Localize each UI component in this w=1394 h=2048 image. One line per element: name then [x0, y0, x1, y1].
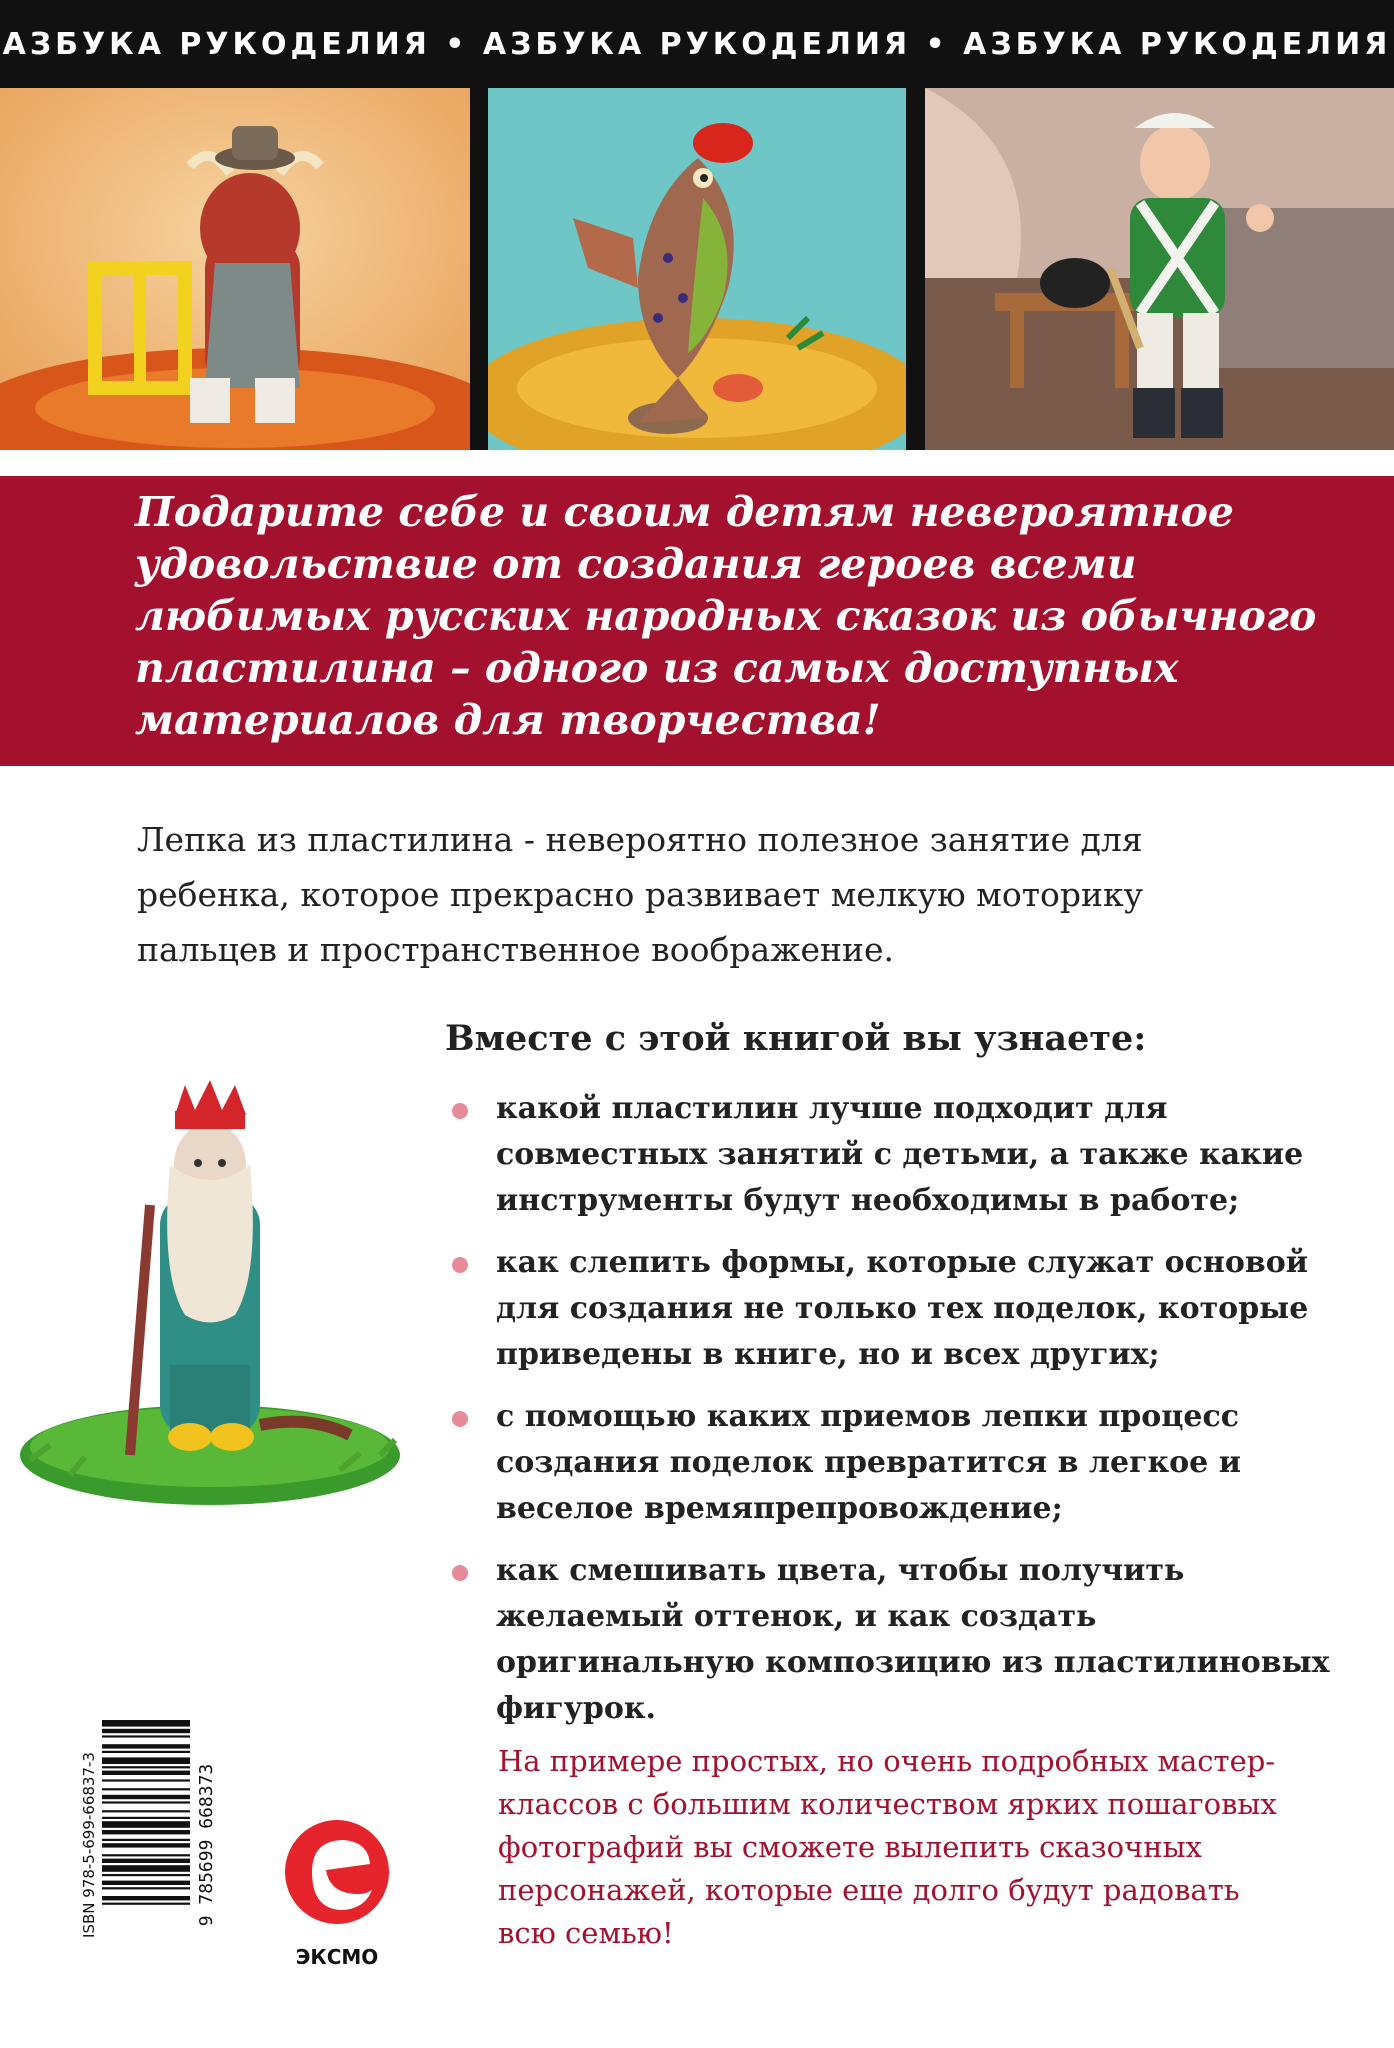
barcode-bar — [102, 1821, 190, 1828]
barcode-bar — [102, 1839, 190, 1841]
barcode-bar — [102, 1801, 190, 1803]
barcode-bar — [102, 1788, 190, 1790]
photo-fish — [488, 88, 906, 450]
barcode-digits: 9 785699 668373 — [196, 1763, 217, 1927]
barcode-bar — [102, 1830, 190, 1834]
list-item-text: с помощью каких приемов лепки процесс создания поделок превратится в легкое и веселое времяпрепровождение; — [496, 1399, 1241, 1526]
photo-soldier — [925, 88, 1394, 450]
barcode-bar — [102, 1865, 190, 1872]
barcode-bar — [102, 1720, 190, 1727]
barcode-bar — [102, 1795, 190, 1799]
barcode — [78, 1710, 218, 1980]
barcode-bar — [102, 1843, 190, 1847]
series-banner — [0, 0, 1394, 88]
barcode-bar — [102, 1859, 190, 1863]
list-item-text: какой пластилин лучше подходит для совместных занятий с детьми, а также какие инструменты будут необходимы в работе; — [496, 1091, 1304, 1218]
list-item — [452, 1548, 1352, 1732]
barcode-bar — [102, 1896, 190, 1900]
barcode-bar — [102, 1744, 190, 1748]
publisher-logo — [282, 1812, 392, 1982]
lead-band — [0, 476, 1394, 766]
closing-paragraph: На примере простых, но очень подробных мастер-классов с большим количеством ярких пошаговых фотографий вы сможете вылепить сказочных персонажей, которые еще долго будут радовать всю семью! — [498, 1744, 1277, 1950]
wizard-figure-illustration — [10, 1075, 410, 1515]
barcode-bar — [102, 1874, 190, 1876]
bullet-dot-icon — [452, 1411, 468, 1427]
barcode-bar — [102, 1771, 190, 1775]
learn-title: Вместе с этой книгой вы узнаете: — [445, 1018, 1147, 1059]
barcode-bar — [102, 1881, 190, 1885]
barcode-bars — [102, 1720, 190, 1905]
publisher-name: ЭКСМО — [295, 1945, 379, 1969]
barcode-bar — [102, 1751, 190, 1753]
barcode-bar — [102, 1810, 190, 1812]
barcode-bar — [102, 1817, 190, 1819]
photo-bull — [0, 88, 470, 450]
lead-text: Подарите себе и своим детям невероятное удовольствие от создания героев всеми любимых русских народных сказок из обычного пластилина – одного из самых доступных материалов для творчества! — [135, 488, 1317, 744]
barcode-bar — [102, 1854, 190, 1856]
photo-strip — [0, 88, 1394, 450]
isbn-text: ISBN 978-5-699-66837-3 — [80, 1752, 98, 1938]
bullet-dot-icon — [452, 1257, 468, 1273]
list-item-text: как слепить формы, которые служат основой для создания не только тех поделок, которые приведены в книге, но и всех других; — [496, 1245, 1309, 1372]
barcode-bar — [102, 1757, 190, 1764]
series-banner-text: АЗБУКА РУКОДЕЛИЯ • АЗБУКА РУКОДЕЛИЯ • АЗБУКА РУКОДЕЛИЯ — [2, 26, 1392, 62]
list-item — [452, 1086, 1352, 1224]
barcode-bar — [102, 1887, 190, 1889]
list-item — [452, 1394, 1352, 1532]
intro-paragraph: Лепка из пластилина - невероятно полезное занятие для ребенка, которое прекрасно развивает мелкую моторику пальцев и пространственное воображение. — [137, 820, 1144, 969]
barcode-bar — [102, 1779, 190, 1781]
barcode-bar — [102, 1766, 190, 1768]
learn-list — [452, 1086, 1352, 1748]
barcode-bar — [102, 1729, 190, 1733]
barcode-bar — [102, 1735, 190, 1737]
bullet-dot-icon — [452, 1565, 468, 1581]
list-item — [452, 1240, 1352, 1378]
bullet-dot-icon — [452, 1103, 468, 1119]
barcode-bar — [102, 1903, 190, 1905]
list-item-text: как смешивать цвета, чтобы получить желаемый оттенок, и как создать оригинальную композицию из пластилиновых фигурок. — [496, 1553, 1330, 1726]
